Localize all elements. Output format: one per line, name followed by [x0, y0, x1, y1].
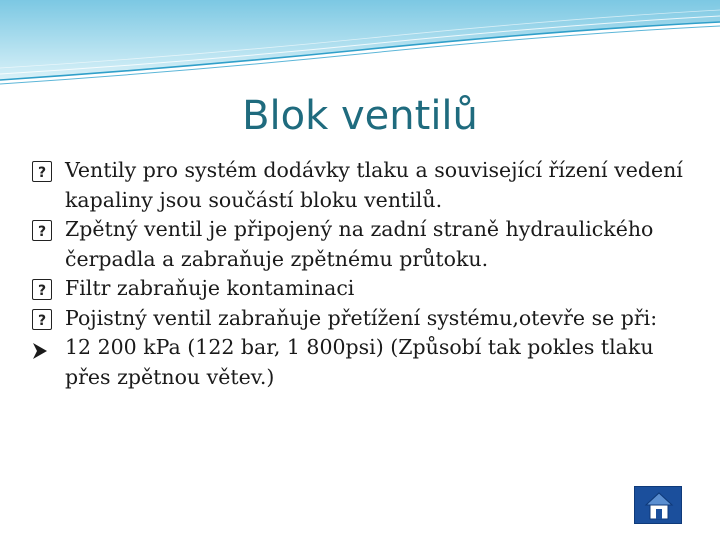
- home-icon: [643, 490, 675, 522]
- square-bullet-icon: [32, 161, 52, 182]
- sub-bullet-item: [32, 333, 697, 392]
- slide-title: Blok ventilů: [242, 93, 478, 139]
- bullet-item: [32, 156, 697, 215]
- bullet-item: [32, 304, 697, 334]
- bullet-text: 12 200 kPa (122 bar, 1 800psi) (Způsobí tak pokles tlaku přes zpětnou větev.): [65, 335, 654, 389]
- bullet-item: [32, 215, 697, 274]
- square-bullet-icon: [32, 220, 52, 241]
- home-button[interactable]: [634, 486, 682, 524]
- square-bullet-icon: [32, 279, 52, 300]
- header-wave-decoration: [0, 0, 720, 90]
- bullet-text: Ventily pro systém dodávky tlaku a související řízení vedení kapaliny jsou součástí bloku ventilů.: [65, 158, 683, 212]
- bullet-list: [32, 156, 697, 392]
- square-bullet-icon: [32, 309, 52, 330]
- bullet-text: Zpětný ventil je připojený na zadní straně hydraulického čerpadla a zabraňuje zpětnému průtoku.: [65, 217, 654, 271]
- bullet-item: [32, 274, 697, 304]
- arrow-bullet-icon: [32, 339, 48, 357]
- bullet-text: Pojistný ventil zabraňuje přetížení systému,otevře se při:: [65, 305, 658, 330]
- bullet-text: Filtr zabraňuje kontaminaci: [65, 276, 355, 300]
